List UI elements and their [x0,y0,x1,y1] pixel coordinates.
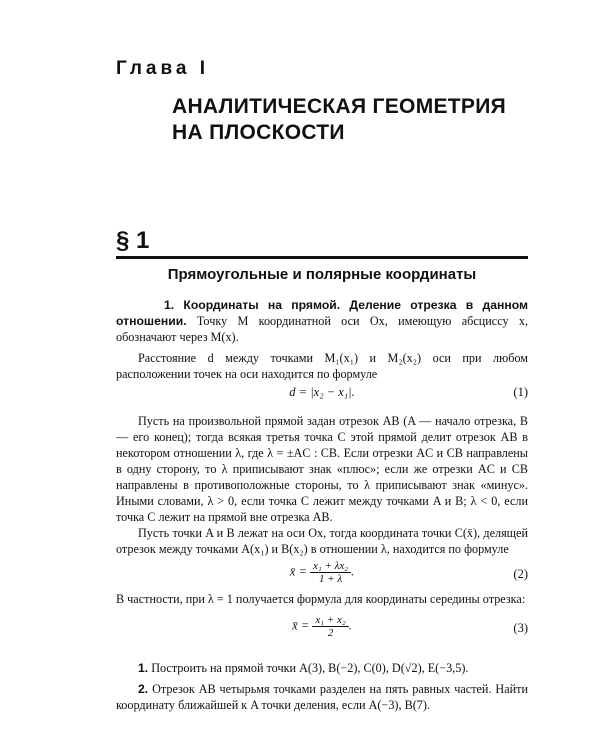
formula-2-denominator: 1 + λ [318,573,343,585]
formula-2-tail: . [351,564,355,579]
exercise-1-text: Построить на прямой точки A(3), B(−2), C(0), D(√2), E(−3,5). [151,661,469,675]
formula-2-lhs: x̄ = [289,564,307,579]
formula-2-numerator: x₁ + λx₂ [310,560,351,573]
section-rule [116,256,528,259]
paragraph-distance: Расстояние d между точками M₁(x₁) и M₂(x₂) оси при любом расположении точек на оси находится по формуле [116,351,528,381]
formula-1 [116,385,528,403]
exercise-2 [116,681,528,713]
subsection-heading: 1. Координаты на прямой. Деление отрезка в данном отношении. [116,298,528,328]
paragraph-ratio: Пусть на произвольной прямой задан отрезок AB (A — начало отрезка, B — его конец); тогда всякая третья точка C этой прямой делит отрезок AB в некотором отношении λ, где λ = ±AC : CB. Если отрезки AC и CB направлены в одну сторону, то λ приписывают знак «плюс»; если же отрезки AC и CB направлены в противоположные стороны, то λ приписывают знак «минус». Иными словами, λ > 0, если точка C лежит между точками A и B; λ < 0, если точка C лежит на прямой вне отрезка AB. [116,414,528,524]
formula-2-number: (2) [513,567,528,581]
formula-3-numerator: x₁ + x₂ [312,614,348,627]
chapter-title-line2: НА ПЛОСКОСТИ [172,121,345,144]
subsection-paragraph [116,297,528,345]
formula-3-expression [116,614,528,639]
subsection-intro: Точку M координатной оси Ox, имеющую абсциссу x, обозначают через M(x). [116,314,528,344]
formula-3-denominator: 2 [327,627,334,639]
exercise-2-text: Отрезок AB четырьмя точками разделен на пять равных частей. Найти координату ближайшей к A точки деления, если A(−3), B(7). [116,682,529,712]
section-title: Прямоугольные и полярные координаты [167,266,477,283]
formula-1-number: (1) [513,385,528,399]
exercise-1-number: 1. [138,661,149,675]
section-sign: § 1 [116,227,150,254]
formula-2-expression [116,560,528,585]
formula-2-fraction [310,560,351,585]
exercise-1 [116,660,528,676]
formula-2 [116,560,528,590]
formula-3-lhs: x̄ = [292,618,310,633]
formula-3-number: (3) [513,621,528,635]
exercise-2-number: 2. [138,682,149,696]
chapter-title [172,94,506,146]
formula-1-expression: d = |x₂ − x₁|. [289,385,355,399]
formula-3-fraction [312,614,348,639]
paragraph-points: Пусть точки A и B лежат на оси Ox, тогда координата точки C(x̄), делящей отрезок между точками A(x₁) и B(x₂) в отношении λ, находится по формуле [116,526,528,556]
chapter-title-line1: АНАЛИТИЧЕСКАЯ ГЕОМЕТРИЯ [172,95,507,118]
chapter-label: Глава I [116,58,210,79]
formula-3 [116,614,528,644]
paragraph-midpoint: В частности, при λ = 1 получается формула для координаты середины отрезка: [116,592,526,606]
formula-3-tail: . [348,618,352,633]
